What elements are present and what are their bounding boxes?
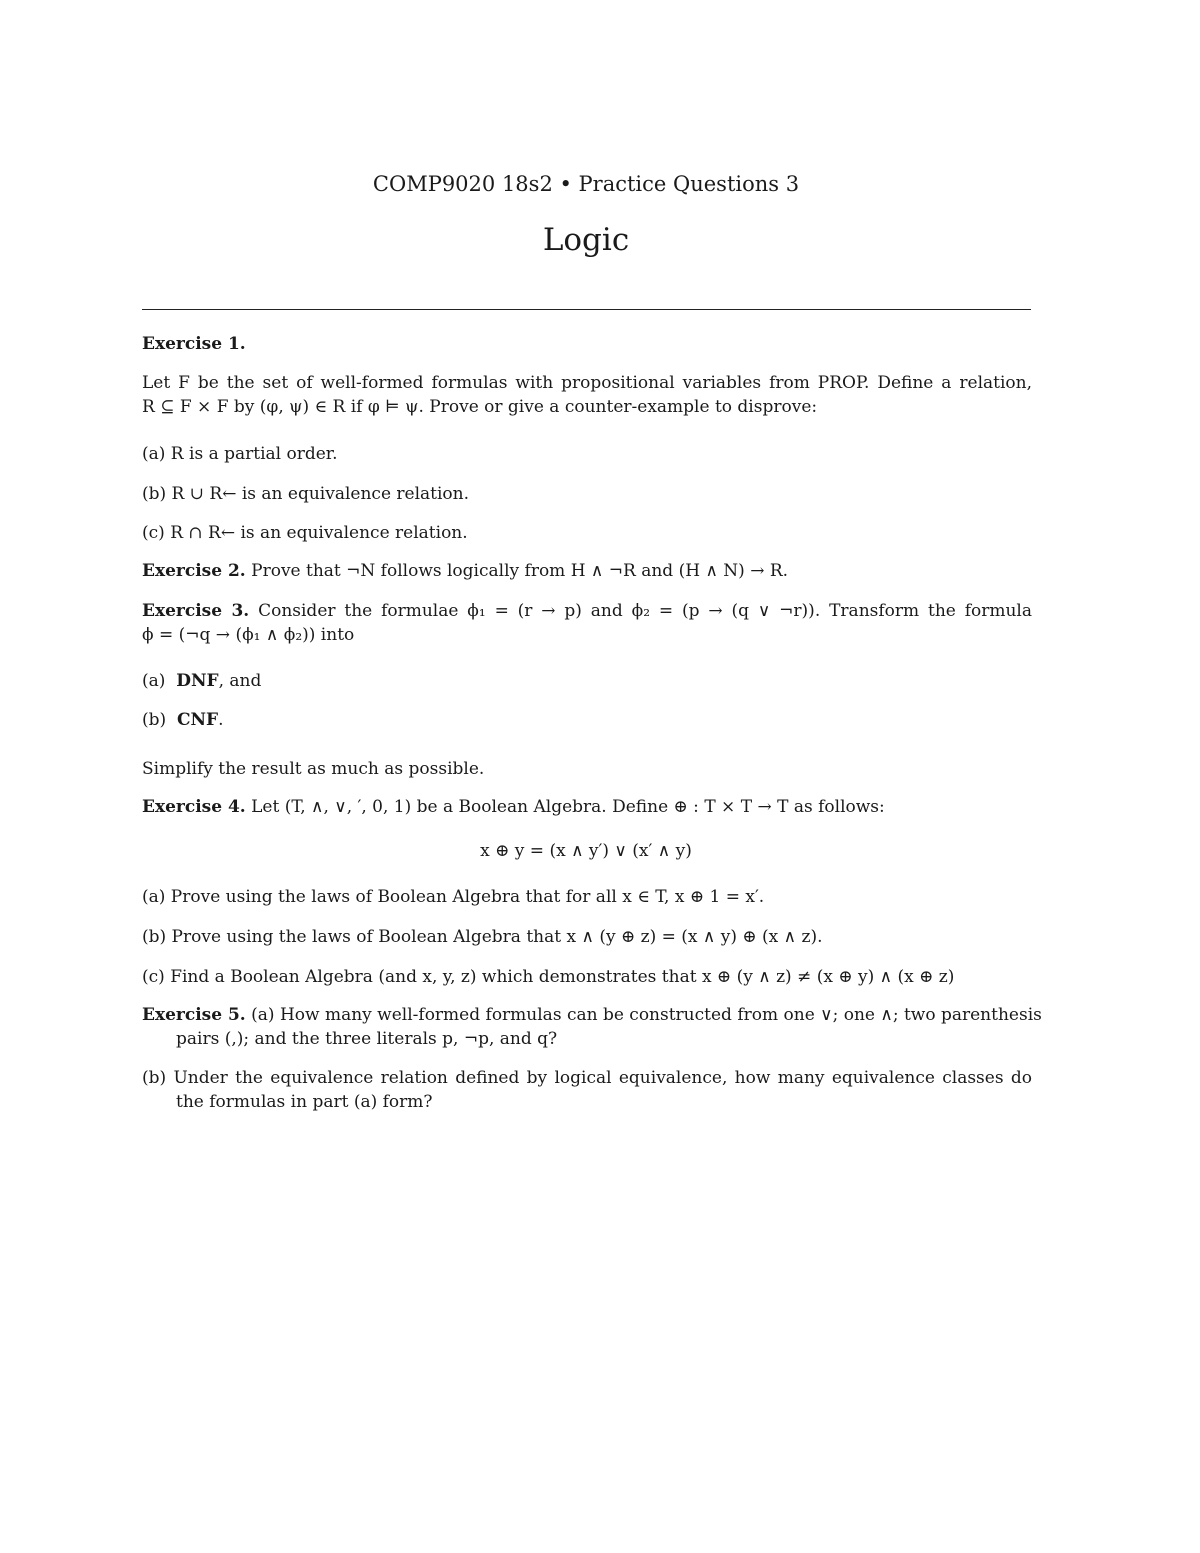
exercise-1-title: Exercise 1. bbox=[142, 334, 246, 354]
exercise-5-part-a-text: (a) How many well-formed formulas can be constructed from one ∨; one ∧; two parenthesis bbox=[251, 1005, 1042, 1025]
exercise-3-title: Exercise 3. bbox=[142, 601, 250, 621]
cnf-term: CNF bbox=[176, 710, 219, 730]
exercise-2 bbox=[142, 560, 1032, 582]
exercise-5-line-2: pairs (,); and the three literals p, ¬p, and q? bbox=[176, 1029, 558, 1049]
part-a-label: (a) bbox=[142, 671, 166, 691]
exercise-5-line-1 bbox=[142, 1004, 1042, 1026]
exercise-2-text: Prove that ¬N follows logically from H ∧ ¬R and (H ∧ N) → R. bbox=[251, 561, 789, 581]
exercise-3-line-1 bbox=[142, 600, 1032, 622]
exercise-4-part-a: (a) Prove using the laws of Boolean Algebra that for all x ∈ T, x ⊕ 1 = x′. bbox=[142, 887, 765, 907]
part-b-rest: . bbox=[218, 710, 224, 730]
exercise-2-title: Exercise 2. bbox=[142, 561, 246, 581]
xor-definition-formula: x ⊕ y = (x ∧ y′) ∨ (x′ ∧ y) bbox=[480, 841, 692, 861]
exercise-1-part-b: (b) R ∪ R← is an equivalence relation. bbox=[142, 484, 470, 504]
exercise-1-text-line-2: R ⊆ F × F by (φ, ψ) ∈ R if φ ⊨ ψ. Prove or give a counter-example to disprove: bbox=[142, 397, 818, 417]
dnf-term: DNF bbox=[176, 671, 219, 691]
exercise-3-part-a bbox=[142, 670, 1032, 692]
part-a-rest: , and bbox=[218, 671, 262, 691]
exercise-5-part-b-line-2: the formulas in part (a) form? bbox=[176, 1092, 433, 1112]
exercise-5-part-b-line-1: (b) Under the equivalence relation defined by logical equivalence, how many equivalence classes do bbox=[142, 1068, 1032, 1088]
exercise-3-part-b bbox=[142, 709, 1032, 731]
exercise-1-heading bbox=[142, 333, 1032, 355]
exercise-1-text-line-1: Let F be the set of well-formed formulas with propositional variables from PROP. Define a relation, bbox=[142, 373, 1032, 393]
course-header: COMP9020 18s2 • Practice Questions 3 bbox=[372, 172, 800, 196]
title-divider bbox=[142, 309, 1031, 310]
exercise-3-text: Consider the formulae ϕ₁ = (r → p) and ϕ₂ = (p → (q ∨ ¬r)). Transform the formula bbox=[258, 601, 1033, 621]
exercise-4-intro bbox=[142, 796, 1032, 818]
page-title: Logic bbox=[542, 222, 630, 258]
exercise-5-title: Exercise 5. bbox=[142, 1005, 246, 1025]
exercise-1-part-c: (c) R ∩ R← is an equivalence relation. bbox=[142, 523, 468, 543]
exercise-4-part-c: (c) Find a Boolean Algebra (and x, y, z) which demonstrates that x ⊕ (y ∧ z) ≠ (x ⊕ y) ∧ (x ⊕ z) bbox=[142, 967, 955, 987]
exercise-4-title: Exercise 4. bbox=[142, 797, 246, 817]
exercise-1-part-a: (a) R is a partial order. bbox=[142, 444, 338, 464]
exercise-4-part-b: (b) Prove using the laws of Boolean Algebra that x ∧ (y ⊕ z) = (x ∧ y) ⊕ (x ∧ z). bbox=[142, 927, 823, 947]
exercise-4-text: Let (T, ∧, ∨, ′, 0, 1) be a Boolean Algebra. Define ⊕ : T × T → T as follows: bbox=[251, 797, 885, 817]
part-b-label: (b) bbox=[142, 710, 167, 730]
exercise-3-line-2: ϕ = (¬q → (ϕ₁ ∧ ϕ₂)) into bbox=[142, 625, 355, 645]
exercise-3-simplify: Simplify the result as much as possible. bbox=[142, 759, 485, 779]
